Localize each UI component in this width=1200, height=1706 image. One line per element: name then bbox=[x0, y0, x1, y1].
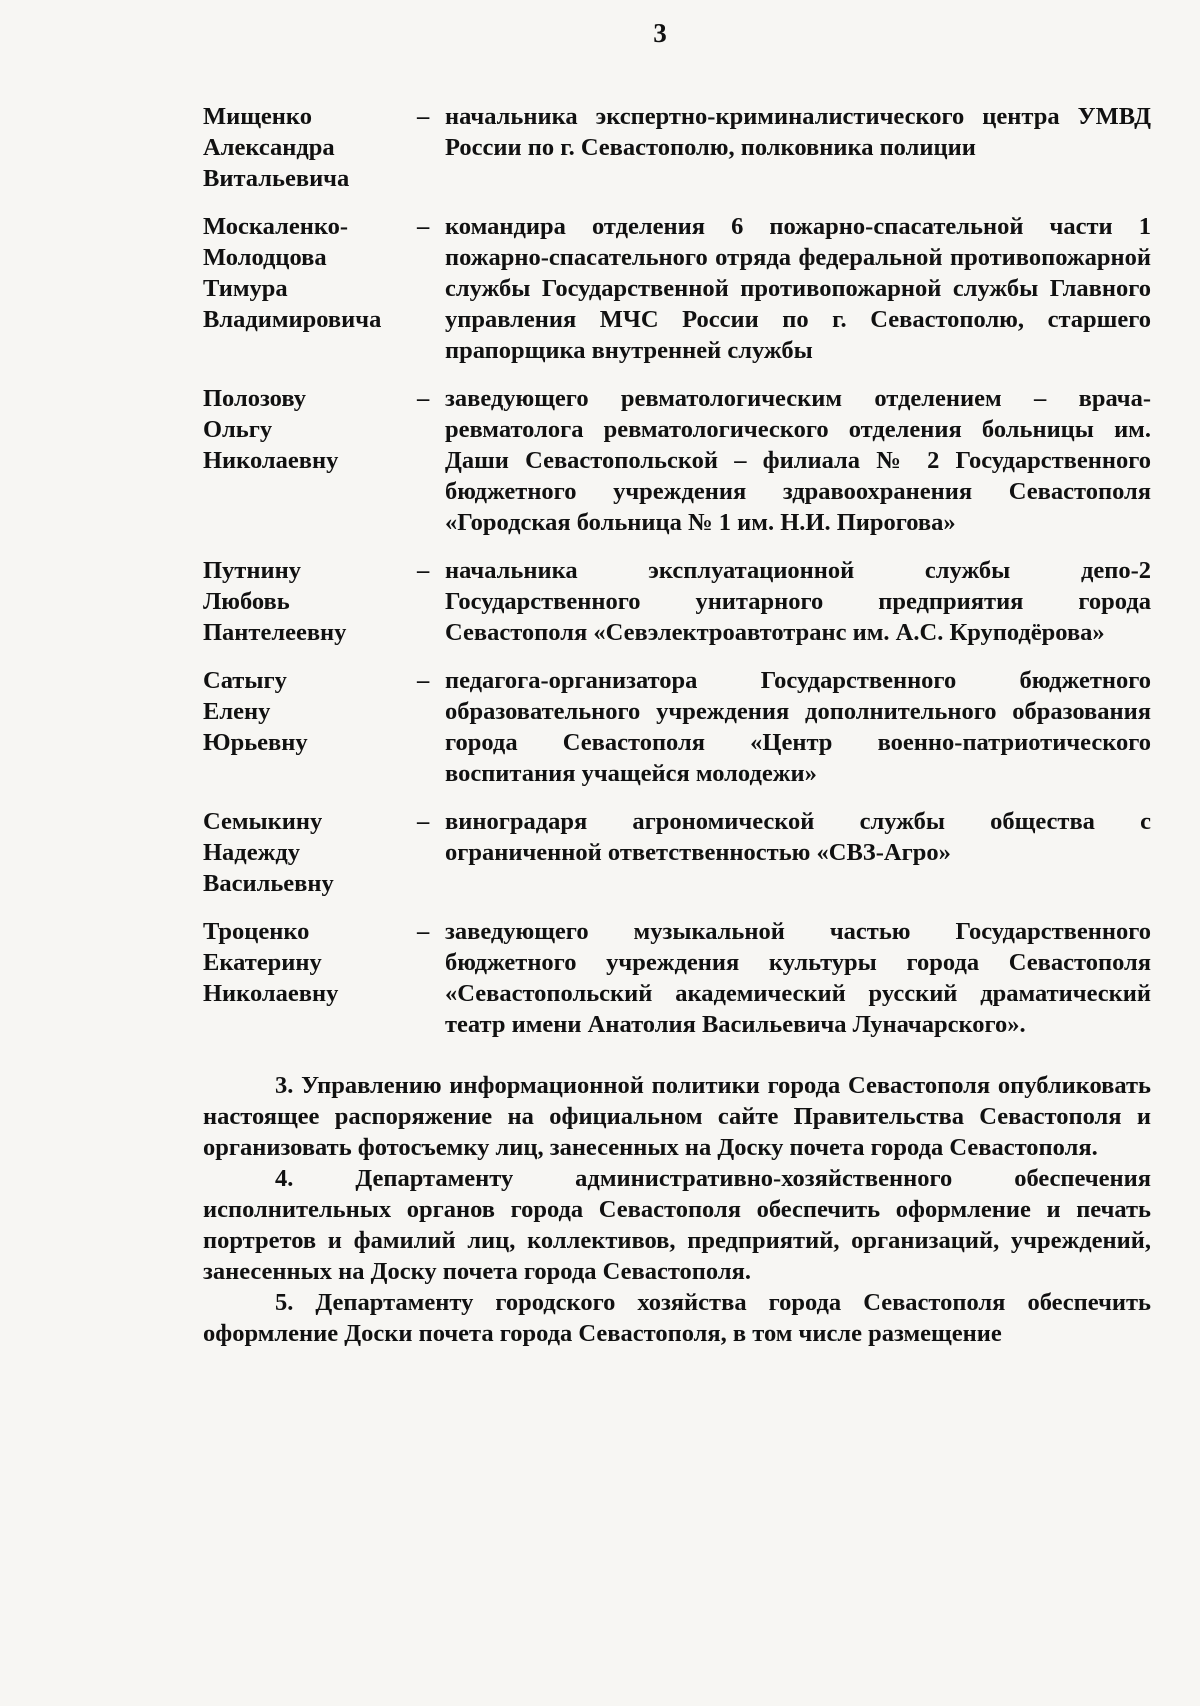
awardee-name bbox=[203, 211, 417, 366]
awardee-position: виноградаря агрономической службы общества с ограниченной ответственностью «СВЗ-Агро» bbox=[445, 808, 1151, 866]
patronymic: Владимировича bbox=[203, 306, 382, 333]
patronymic: Николаевну bbox=[203, 980, 339, 1007]
awardee-name bbox=[203, 101, 417, 194]
page-number: 3 bbox=[653, 18, 667, 48]
patronymic: Васильевну bbox=[203, 870, 334, 897]
awardee-entry bbox=[203, 916, 1151, 1040]
surname: Мищенко bbox=[203, 103, 312, 130]
awardee-position: начальника экспертно-криминалистического центра УМВД России по г. Севастополю, полковника полиции bbox=[445, 103, 1151, 161]
entry-dash: – bbox=[417, 918, 430, 945]
surname: Семыкину bbox=[203, 808, 323, 835]
awardee-position: заведующего музыкальной частью Государственного бюджетного учреждения культуры города Севастополя «Севастопольский академический русский драматический театр имени Анатолия Васильевича Луначарского». bbox=[445, 918, 1151, 1038]
paragraph-3: 3. Управлению информационной политики города Севастополя опубликовать настоящее распоряжение на официальном сайте Правительства Севастополя и организовать фотосъемку лиц, занесенных на Доску почета города Севастополя. bbox=[203, 1072, 1151, 1161]
paragraph-4: 4. Департаменту административно-хозяйственного обеспечения исполнительных органов города Севастополя обеспечить оформление и печать портретов и фамилий лиц, коллективов, предприятий, организаций, учреждений, занесенных на Доску почета города Севастополя. bbox=[203, 1165, 1151, 1285]
awardee-name bbox=[203, 383, 417, 538]
awardee-name bbox=[203, 916, 417, 1040]
awardee-entry bbox=[203, 101, 1151, 194]
first-name: Тимура bbox=[203, 275, 288, 302]
awardee-entry bbox=[203, 211, 1151, 366]
entry-dash: – bbox=[417, 667, 430, 694]
surname: Троценко bbox=[203, 918, 310, 945]
paragraph-5: 5. Департаменту городского хозяйства города Севастополя обеспечить оформление Доски почета города Севастополя, в том числе размещение bbox=[203, 1289, 1151, 1347]
first-name: Надежду bbox=[203, 839, 300, 866]
entry-dash: – bbox=[417, 385, 430, 412]
patronymic: Витальевича bbox=[203, 165, 350, 192]
awardee-list bbox=[203, 101, 1151, 1040]
first-name: Елену bbox=[203, 698, 271, 725]
patronymic: Пантелеевну bbox=[203, 619, 347, 646]
surname-continued: Молодцова bbox=[203, 244, 327, 271]
entry-dash: – bbox=[417, 103, 430, 130]
entry-dash: – bbox=[417, 808, 430, 835]
surname: Сатыгу bbox=[203, 667, 287, 694]
first-name: Ольгу bbox=[203, 416, 273, 443]
awardee-position: командира отделения 6 пожарно-спасательной части 1 пожарно-спасательного отряда федеральной противопожарной службы Государственной противопожарной службы Главного управления МЧС России по г. Севастополю, старшего прапорщика внутренней службы bbox=[445, 213, 1151, 364]
patronymic: Николаевну bbox=[203, 447, 339, 474]
awardee-entry bbox=[203, 806, 1151, 899]
patronymic: Юрьевну bbox=[203, 729, 308, 756]
first-name: Любовь bbox=[203, 588, 290, 615]
entry-dash: – bbox=[417, 557, 430, 584]
awardee-position: педагога-организатора Государственного бюджетного образовательного учреждения дополнительного образования города Севастополя «Центр военно-патриотического воспитания учащейся молодежи» bbox=[445, 667, 1151, 787]
surname: Москаленко- bbox=[203, 213, 349, 240]
awardee-position: заведующего ревматологическим отделением – врача-ревматолога ревматологического отделения больницы им. Даши Севастопольской – филиала № 2 Государственного бюджетного учреждения здравоохранения Севастополя «Городская больница № 1 им. Н.И. Пирогова» bbox=[445, 385, 1151, 536]
awardee-name bbox=[203, 665, 417, 789]
surname: Полозову bbox=[203, 385, 306, 412]
surname: Путнину bbox=[203, 557, 301, 584]
awardee-entry bbox=[203, 555, 1151, 648]
first-name: Александра bbox=[203, 134, 335, 161]
order-paragraphs bbox=[203, 1070, 1151, 1349]
awardee-entry bbox=[203, 383, 1151, 538]
awardee-position: начальника эксплуатационной службы депо-2 Государственного унитарного предприятия города Севастополя «Севэлектроавтотранс им. А.С. Круподёрова» bbox=[445, 557, 1151, 646]
first-name: Екатерину bbox=[203, 949, 322, 976]
awardee-entry bbox=[203, 665, 1151, 789]
awardee-name bbox=[203, 806, 417, 899]
awardee-name bbox=[203, 555, 417, 648]
entry-dash: – bbox=[417, 213, 430, 240]
